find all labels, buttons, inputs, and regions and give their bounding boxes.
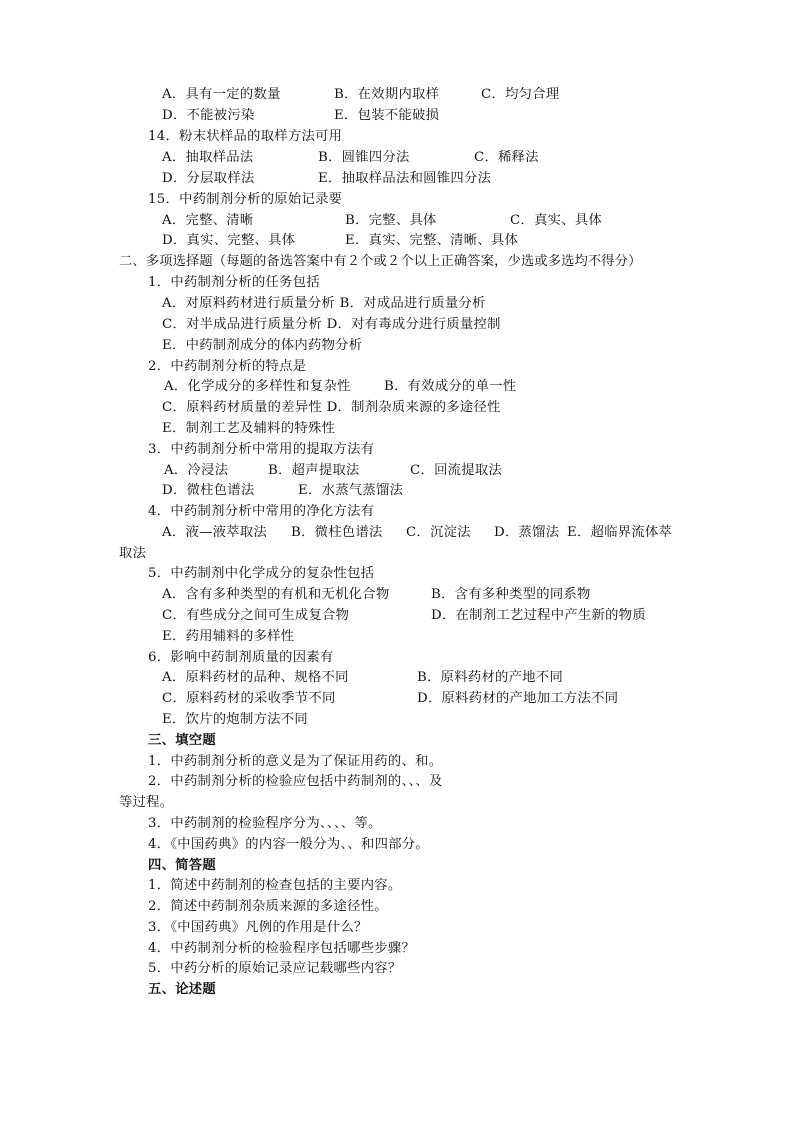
part4-heading: 四、简答题 [148, 858, 216, 873]
q13-option-c: C．均匀合理 [481, 87, 560, 102]
p3-q2-cont: 等过程。 [119, 795, 174, 810]
p2-q6-option-d: D．原料药材的产地加工方法不同 [417, 691, 619, 706]
p2-q5-stem: 5．中药制剂中化学成分的复杂性包括 [148, 566, 375, 581]
p2-q4-option-e-cont: 取法 [119, 546, 147, 561]
p3-q4: 4．《中国药典》的内容一般分为、、和四部分。 [148, 837, 429, 852]
p2-q3-option-a: A．冷浸法 [164, 463, 229, 478]
q13-option-e: E．包装不能破损 [334, 108, 440, 123]
p2-q2-line2: C．原料药材质量的差异性 D．制剂杂质来源的多途径性 [162, 400, 501, 415]
p2-q3-stem: 3．中药制剂分析中常用的提取方法有 [148, 442, 375, 457]
p2-q3-option-e: E．水蒸气蒸馏法 [298, 483, 404, 498]
q14-option-c: C．稀释法 [474, 150, 539, 165]
q15-stem: 15．中药制剂分析的原始记录要 [148, 192, 343, 207]
p4-q4: 4．中药制剂分析的检验程序包括哪些步骤？ [148, 941, 416, 956]
q15-option-c: C．真实、具体 [510, 213, 603, 228]
p2-q1-line3: E．中药制剂成分的体内药物分析 [162, 338, 363, 353]
p4-q5: 5．中药分析的原始记录应记载哪些内容？ [148, 961, 402, 976]
q14-option-b: B．圆锥四分法 [318, 150, 410, 165]
q13-option-a: A．具有一定的数量 [162, 87, 281, 102]
q15-option-e: E．真实、完整、清晰、具体 [345, 233, 519, 248]
p2-q4-option-e: E．超临界流体萃 [567, 525, 673, 540]
p3-q2: 2．中药制剂分析的检验应包括中药制剂的、、、及 [148, 774, 443, 789]
p4-q1: 1．简述中药制剂的检查包括的主要内容。 [148, 878, 402, 893]
q13-option-b: B．在效期内取样 [334, 87, 440, 102]
p2-q6-option-e: E．饮片的炮制方法不同 [162, 712, 308, 727]
p2-q2-line3: E．制剂工艺及辅料的特殊性 [162, 421, 336, 436]
p2-q5-option-e: E．药用辅料的多样性 [162, 629, 295, 644]
p2-q1-stem: 1．中药制剂分析的任务包括 [148, 275, 320, 290]
p2-q6-option-b: B．原料药材的产地不同 [417, 670, 564, 685]
part3-heading: 三、填空题 [148, 733, 216, 748]
part5-heading: 五、论述题 [148, 982, 216, 997]
p4-q2: 2．简述中药制剂杂质来源的多途径性。 [148, 899, 388, 914]
p2-q4-option-b: B．微柱色谱法 [291, 525, 383, 540]
p2-q4-option-c: C．沉淀法 [406, 525, 471, 540]
p2-q1-line2: C．对半成品进行质量分析 D．对有毒成分进行质量控制 [162, 317, 501, 332]
q14-option-a: A．抽取样品法 [162, 150, 254, 165]
p2-q4-option-d: D．蒸馏法 [494, 525, 560, 540]
q14-stem: 14．粉末状样品的取样方法可用 [148, 129, 343, 144]
p2-q2-stem: 2．中药制剂分析的特点是 [148, 359, 307, 374]
part2-heading: 二、多项选择题（每题的备选答案中有２个或２个以上正确答案，少选或多选均不得分） [119, 254, 642, 269]
q15-option-b: B．完整、具体 [345, 213, 437, 228]
p2-q3-option-d: D．微柱色谱法 [162, 483, 255, 498]
p2-q3-option-c: C．回流提取法 [410, 463, 503, 478]
p3-q3: 3．中药制剂的检验程序分为、、、、等。 [148, 816, 382, 831]
p2-q4-stem: 4．中药制剂分析中常用的净化方法有 [148, 504, 375, 519]
p2-q2-option-a: A．化学成分的多样性和复杂性 [164, 379, 351, 394]
q13-option-d: D．不能被污染 [162, 108, 255, 123]
p2-q5-option-c: C．有些成分之间可生成复合物 [162, 608, 350, 623]
p2-q5-option-b: B．含有多种类型的同系物 [431, 587, 591, 602]
p2-q3-option-b: B．超声提取法 [268, 463, 360, 478]
q15-option-a: A．完整、清晰 [162, 213, 254, 228]
q14-option-d: D．分层取样法 [162, 171, 255, 186]
p2-q6-stem: 6．影响中药制剂质量的因素有 [148, 650, 334, 665]
p4-q3: 3．《中国药典》凡例的作用是什么？ [148, 920, 368, 935]
q15-option-d: D．真实、完整、具体 [162, 233, 296, 248]
p2-q1-line1: A．对原料药材进行质量分析 B．对成品进行质量分析 [162, 296, 486, 311]
p3-q1: 1．中药制剂分析的意义是为了保证用药的、和。 [148, 754, 443, 769]
p2-q6-option-a: A．原料药材的品种、规格不同 [162, 670, 349, 685]
p2-q6-option-c: C．原料药材的采收季节不同 [162, 691, 336, 706]
p2-q5-option-d: D．在制剂工艺过程中产生新的物质 [431, 608, 646, 623]
p2-q5-option-a: A．含有多种类型的有机和无机化合物 [162, 587, 390, 602]
p2-q2-option-b: B．有效成分的单一性 [384, 379, 517, 394]
p2-q4-option-a: A．液—液萃取法 [162, 525, 268, 540]
q14-option-e: E．抽取样品法和圆锥四分法 [318, 171, 492, 186]
